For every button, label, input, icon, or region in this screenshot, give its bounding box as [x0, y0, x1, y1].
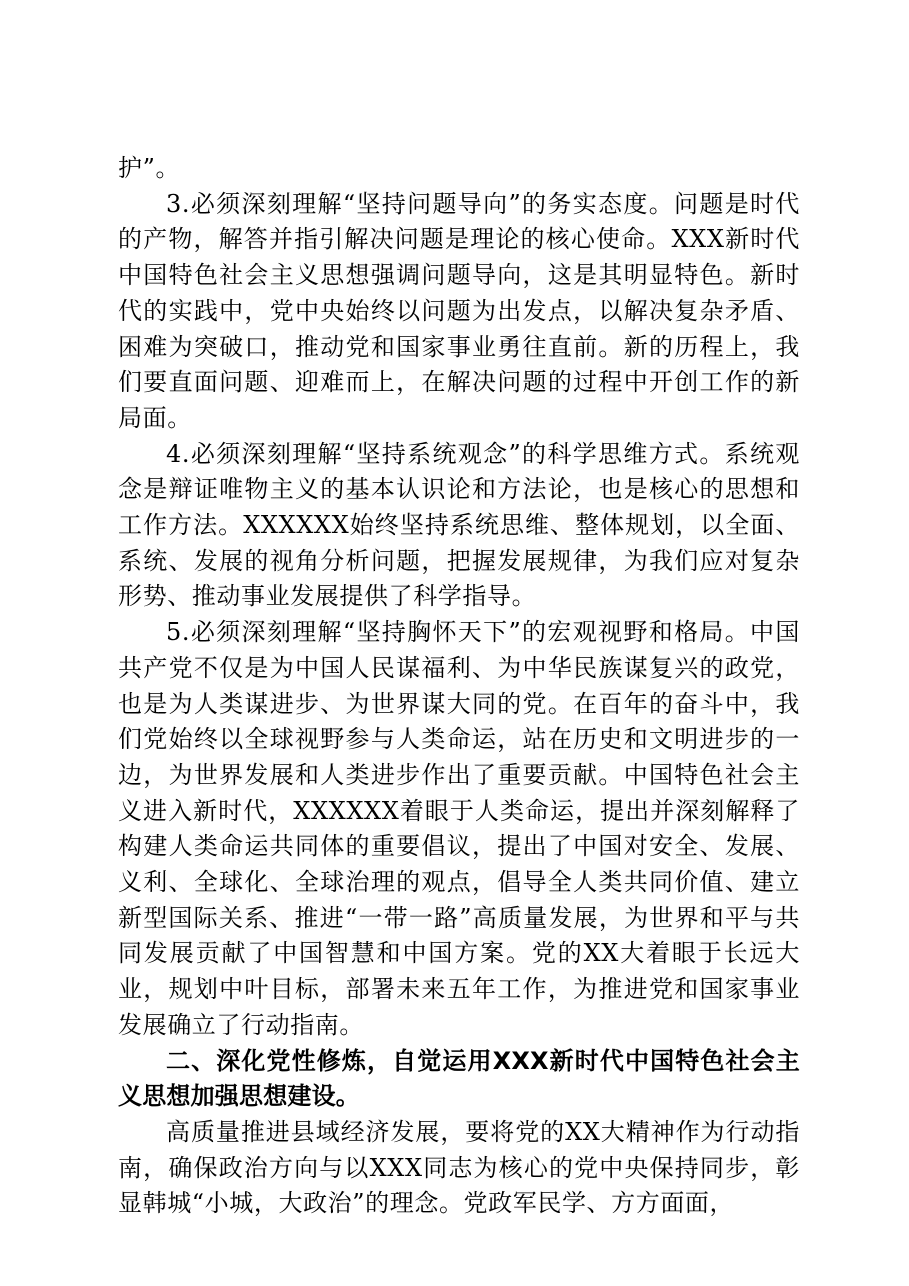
paragraph-continuation: 护”。	[118, 154, 181, 182]
document-body	[118, 151, 800, 1222]
paragraph-item-5-global-vision: 5.必须深刻理解“坚持胸怀天下”的宏观视野和格局。中国共产党不仅是为中国人民谋福利、为中华民族谋复兴的政党，也是为人类谋进步、为世界谋大同的党。在百年的奋斗中，我们党始终以全球视野参与人类命运，站在历史和文明进步的一边，为世界发展和人类进步作出了重要贡献。中国特色社会主义进入新时代，XXXXXX着眼于人类命运，提出并深刻解释了构建人类命运共同体的重要倡议，提出了中国对安全、发展、义利、全球化、全球治理的观点，倡导全人类共同价值、建立新型国际关系、推进“一带一路”高质量发展，为世界和平与共同发展贡献了中国智慧和中国方案。党的XX大着眼于长远大业，规划中叶目标，部署未来五年工作，为推进党和国家事业发展确立了行动指南。	[118, 618, 800, 1039]
section-heading-2: 二、深化党性修炼，自觉运用XXX新时代中国特色社会主义思想加强思想建设。	[118, 1046, 800, 1111]
paragraph-item-3-problem-orientation: 3.必须深刻理解“坚持问题导向”的务实态度。问题是时代的产物，解答并指引解决问题是理论的核心使命。XXX新时代中国特色社会主义思想强调问题导向，这是其明显特色。新时代的实践中，党中央始终以问题为出发点，以解决复杂矛盾、困难为突破口，推动党和国家事业勇往直前。新的历程上，我们要直面问题、迎难而上，在解决问题的过程中开创工作的新局面。	[118, 189, 800, 432]
paragraph-item-4-systems-thinking: 4.必须深刻理解“坚持系统观念”的科学思维方式。系统观念是辩证唯物主义的基本认识论和方法论，也是核心的思想和工作方法。XXXXXX始终坚持系统思维、整体规划，以全面、系统、发展的视角分析问题，把握发展规律，为我们应对复杂形势、推动事业发展提供了科学指导。	[118, 439, 800, 611]
paragraph-county-economy: 高质量推进县域经济发展，要将党的XX大精神作为行动指南，确保政治方向与以XXX同志为核心的党中央保持同步，彰显韩城“小城，大政治”的理念。党政军民学、方方面面，	[118, 1117, 800, 1218]
